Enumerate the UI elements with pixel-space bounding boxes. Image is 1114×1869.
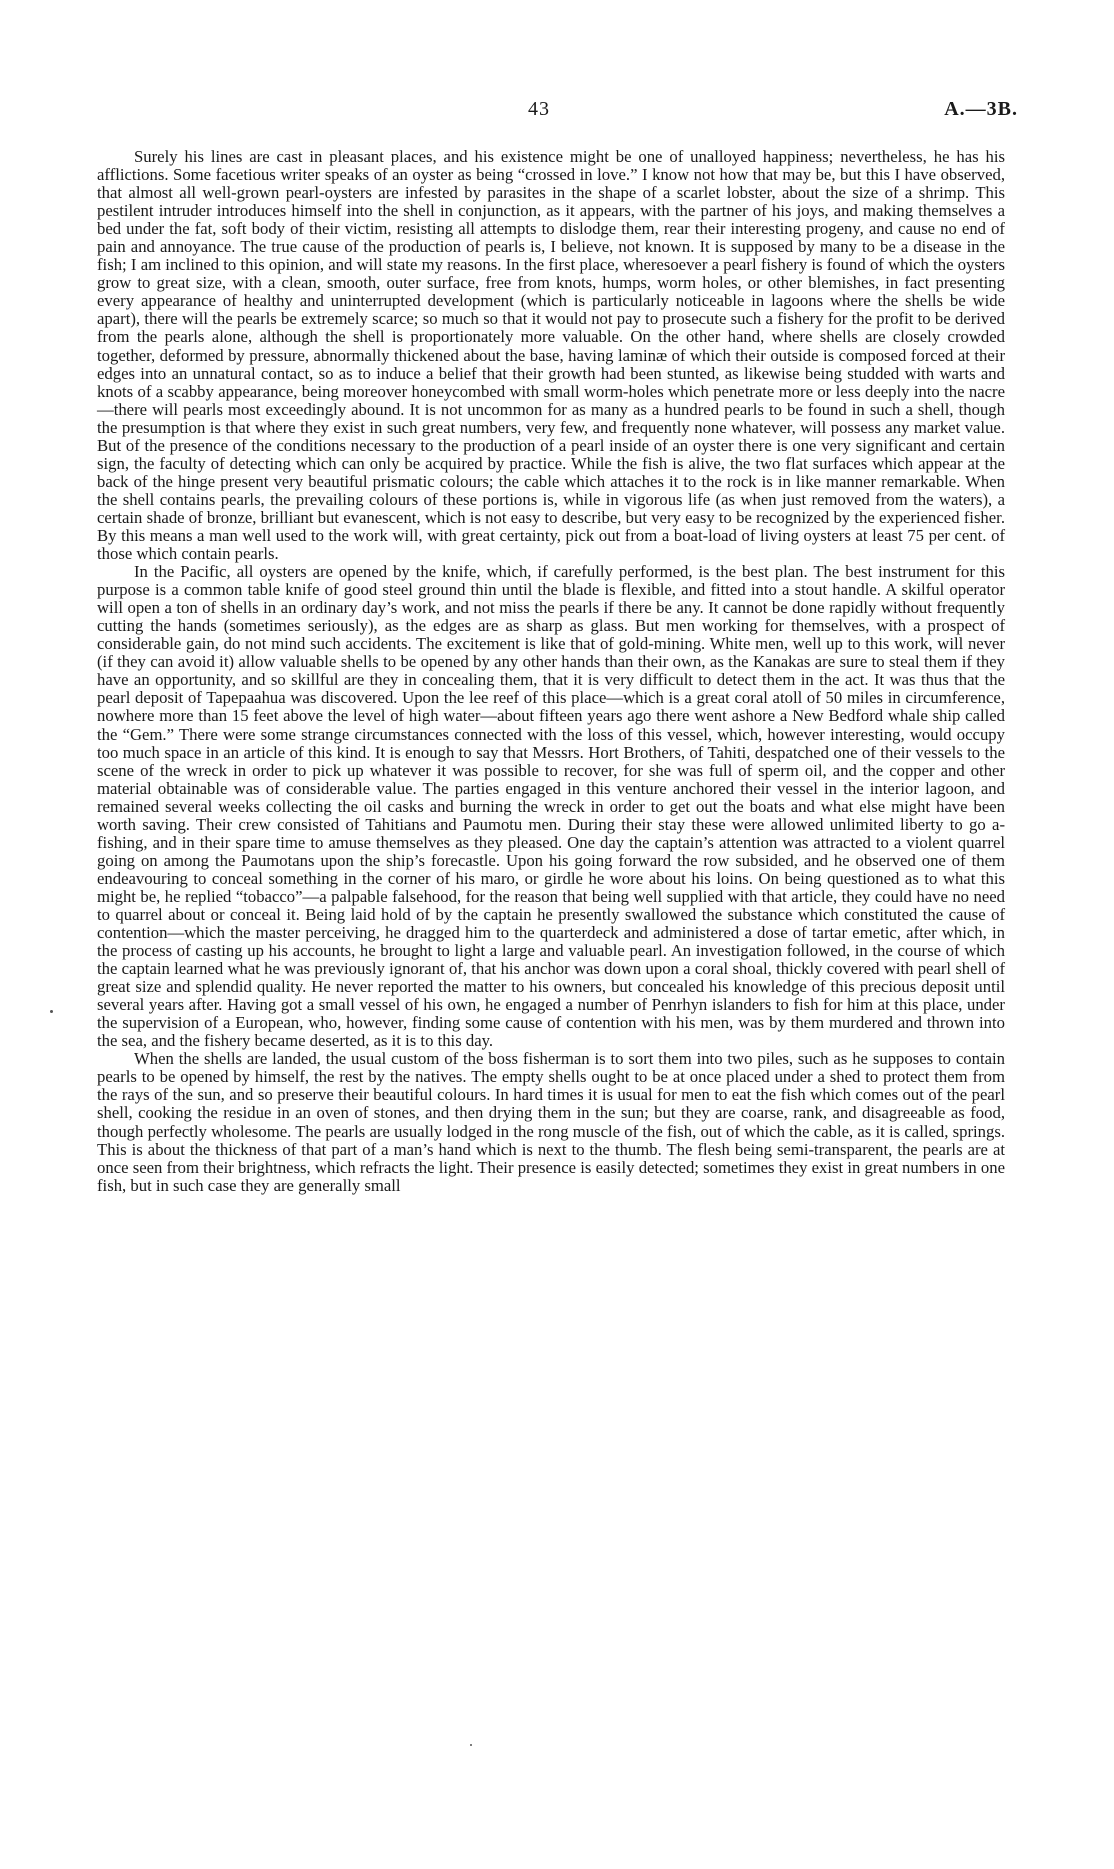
page-header (0, 98, 1114, 128)
paragraph: Surely his lines are cast in pleasant places, and his existence might be one of unalloyed happiness; nevertheless, he has his afflictions. Some facetious writer speaks of an oyster as being “crossed in love.” I know not how that may be, but this I have observed, that almost all well-grown pearl-oysters are infested by parasites in the shape of a scarlet lobster, about the size of a shrimp. This pestilent intruder introduces himself into the shell in conjunction, as it appears, with the partner of his joys, and making themselves a bed under the fat, soft body of their victim, resisting all attempts to dislodge them, rear their interesting progeny, and cause no end of pain and annoyance. The true cause of the production of pearls is, I believe, not known. It is supposed by many to be a disease in the fish; I am inclined to this opinion, and will state my reasons. In the first place, wheresoever a pearl fishery is found of which the oysters grow to great size, with a clean, smooth, outer surface, free from knots, humps, worm holes, or other blemishes, in fact presenting every appearance of healthy and uninterrupted development (which is particularly noticeable in lagoons where the shells be wide apart), there will the pearls be extremely scarce; so much so that it would not pay to prosecute such a fishery for the profit to be derived from the pearls alone, although the shell is proportionately more valuable. On the other hand, where shells are closely crowded together, deformed by pressure, abnormally thickened about the base, having laminæ of which their outside is composed forced at their edges into an unnatural contact, so as to induce a belief that their growth had been stunted, as likewise being studded with warts and knots of a scabby appearance, being moreover honeycombed with small worm-holes which penetrate more or less deeply into the nacre—there will pearls most exceedingly abound. It is not uncommon for as many as a hundred pearls to be found in such a shell, though the presumption is that where they exist in such great numbers, very few, and frequently none whatever, will possess any market value. But of the presence of the conditions necessary to the production of a pearl inside of an oyster there is one very significant and certain sign, the faculty of detecting which can only be acquired by practice. While the fish is alive, the two flat surfaces which appear at the back of the hinge present very beautiful prismatic colours; the cable which attaches it to the rock is in like manner remarkable. When the shell contains pearls, the prevailing colours of these portions is, while in vigorous life (as when just removed from the waters), a certain shade of bronze, brilliant but evanescent, which is not easy to describe, but very easy to be recognized by the experienced fisher. By this means a man well used to the work will, with great certainty, pick out from a boat-load of living oysters at least 75 per cent. of those which contain pearls. (97, 147, 1005, 564)
document-reference: A.—3B. (944, 98, 1018, 120)
page-number: 43 (528, 98, 550, 120)
paragraph: When the shells are landed, the usual custom of the boss fisherman is to sort them into two piles, such as he supposes to contain pearls to be opened by himself, the rest by the natives. The empty shells ought to be at once placed under a shed to protect them from the rays of the sun, and so preserve their beautiful colours. In hard times it is usual for men to eat the fish which comes out of the pearl shell, cooking the residue in an oven of stones, and then drying them in the sun; but they are coarse, rank, and disagreeable as food, though perfectly wholesome. The pearls are usually lodged in the rong muscle of the fish, out of which the cable, as it is called, springs. This is about the thickness of that part of a man’s hand which is next to the thumb. The flesh being semi-transparent, the pearls are at once seen from their brightness, which refracts the light. Their presence is easily detected; sometimes they exist in great numbers in one fish, but in such case they are generally small (97, 1049, 1005, 1195)
footer-speck (470, 1744, 472, 1746)
margin-speck (50, 1010, 53, 1013)
paragraph: In the Pacific, all oysters are opened by the knife, which, if carefully performed, is the best plan. The best instrument for this purpose is a common table knife of good steel ground thin until the blade is flexible, and fitted into a stout handle. A skilful operator will open a ton of shells in an ordinary day’s work, and not miss the pearls if there be any. It cannot be done rapidly without frequently cutting the hands (sometimes seriously), as the edges are as sharp as glass. But men working for themselves, with a prospect of considerable gain, do not mind such accidents. The excitement is like that of gold-mining. White men, well up to this work, will never (if they can avoid it) allow valuable shells to be opened by any other hands than their own, as the Kanakas are sure to steal them if they have an opportunity, and so skillful are they in concealing them, that it is very difficult to detect them in the act. It was thus that the pearl deposit of Tapepaahua was discovered. Upon the lee reef of this place—which is a great coral atoll of 50 miles in circumference, nowhere more than 15 feet above the level of high water—about fifteen years ago there went ashore a New Bedford whale ship called the “Gem.” There were some strange circumstances connected with the loss of this vessel, which, however interesting, would occupy too much space in an article of this kind. It is enough to say that Messrs. Hort Brothers, of Tahiti, despatched one of their vessels to the scene of the wreck in order to pick up whatever it was possible to recover, for she was full of sperm oil, and the copper and other material obtainable was of considerable value. The parties engaged in this venture anchored their vessel in the interior lagoon, and remained several weeks collecting the oil casks and burning the wreck in order to get out the boats and what else might have been worth saving. Their crew consisted of Tahitians and Paumotu men. During their stay these were allowed unlimited liberty to go a-fishing, and in their spare time to amuse themselves as they pleased. One day the captain’s attention was attracted to a violent quarrel going on among the Paumotans upon the ship’s forecastle. Upon his going forward the row subsided, and he observed one of them endeavouring to conceal something in the corner of his maro, or girdle he wore about his loins. On being questioned as to what this might be, he replied “tobacco”—a palpable falsehood, for the reason that being well supplied with that article, they could have no need to quarrel about or conceal it. Being laid hold of by the captain he presently swallowed the substance which constituted the cause of contention—which the master perceiving, he dragged him to the quarterdeck and administered a dose of tartar emetic, after which, in the process of casting up his accounts, he brought to light a large and valuable pearl. An investigation followed, in the course of which the captain learned what he was previously ignorant of, that his anchor was down upon a coral shoal, thickly covered with pearl shell of great size and splendid quality. He never reported the matter to his owners, but concealed his knowledge of this precious deposit until several years after. Having got a small vessel of his own, he engaged a number of Penrhyn islanders to fish for him at this place, under the supervision of a European, who, however, finding some cause of contention with his men, was by them murdered and thrown into the sea, and the fishery became deserted, as it is to this day. (97, 562, 1005, 1051)
article-body (97, 148, 1005, 1195)
